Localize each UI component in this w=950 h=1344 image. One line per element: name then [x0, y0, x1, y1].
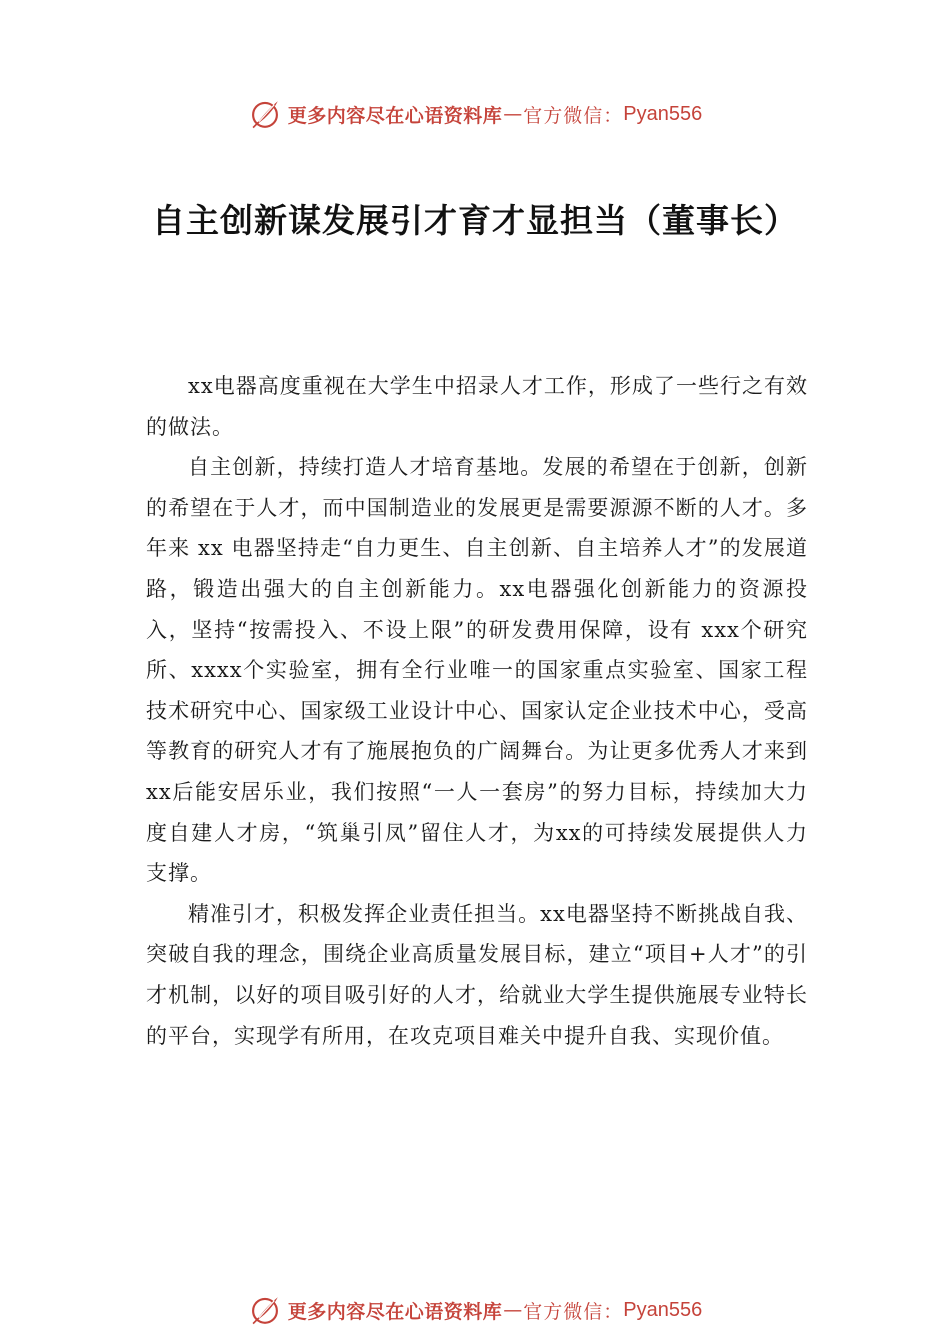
document-body	[146, 366, 808, 1056]
quill-pen-logo-icon	[248, 97, 282, 131]
watermark-account: Pyan556	[623, 102, 703, 125]
footer-watermark	[0, 1290, 950, 1330]
watermark-dash: —	[503, 103, 523, 125]
watermark-site-text: 更多内容尽在心语资料库	[287, 104, 503, 127]
paragraph-innovation: 自主创新，持续打造人才培育基地。发展的希望在于创新，创新的希望在于人才，而中国制造业的发展更是需要源源不断的人才。多年来 xx 电器坚持走“自力更生、自主创新、自主培养人才”的发展道路，锻造出强大的自主创新能力。xx电器强化创新能力的资源投入，坚持“按需投入、不设上限”的研发费用保障，设有 xxx个研究所、xxxx个实验室，拥有全行业唯一的国家重点实验室、国家工程技术研究中心、国家级工业设计中心、国家认定企业技术中心，受高等教育的研究人才有了施展抱负的广阔舞台。为让更多优秀人才来到xx后能安居乐业，我们按照“一人一套房”的努力目标，持续加大力度自建人才房，“筑巢引凤”留住人才，为xx的可持续发展提供人力支撑。	[146, 455, 808, 886]
header-watermark	[0, 94, 950, 134]
paragraph-talent: 精准引才，积极发挥企业责任担当。xx电器坚持不断挑战自我、突破自我的理念，围绕企业高质量发展目标，建立“项目+人才”的引才机制，以好的项目吸引好的人才，给就业大学生提供施展专业特长的平台，实现学有所用，在攻克项目难关中提升自我、实现价值。	[146, 901, 808, 1048]
watermark-label: 官方微信：	[523, 104, 624, 127]
watermark-label: 官方微信：	[523, 1300, 624, 1323]
watermark-account: Pyan556	[623, 1298, 703, 1321]
watermark-dash: —	[503, 1299, 523, 1321]
quill-pen-logo-icon	[248, 1293, 282, 1327]
watermark-site-text: 更多内容尽在心语资料库	[287, 1300, 503, 1323]
paragraph-intro: xx电器高度重视在大学生中招录人才工作，形成了一些行之有效的做法。	[146, 374, 808, 439]
document-title: 自主创新谋发展引才育才显担当（董事长）	[152, 201, 798, 240]
